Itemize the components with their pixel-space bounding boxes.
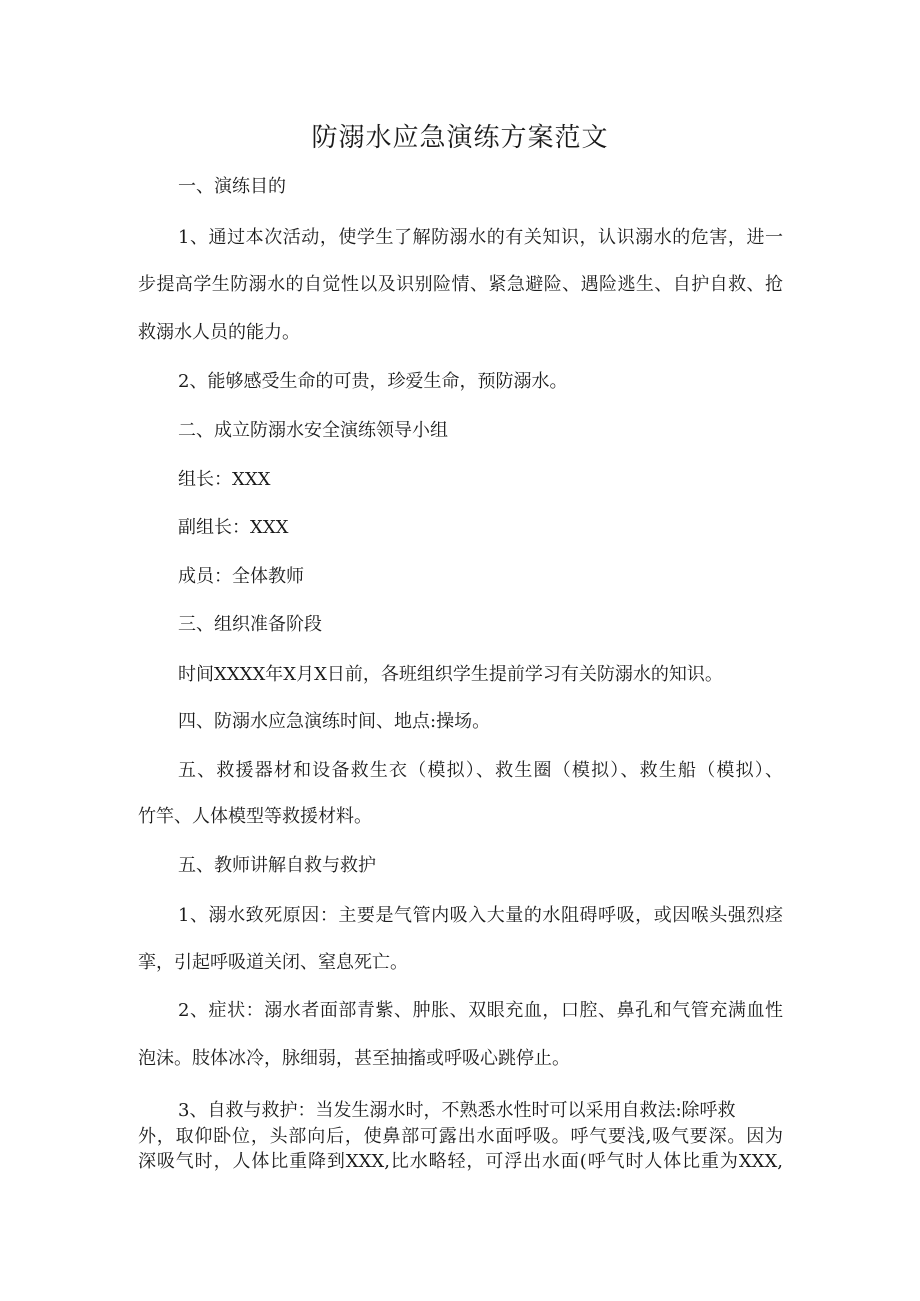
paragraph-line: 泡沫。肢体冰冷，脉细弱，甚至抽搐或呼吸心跳停止。 xyxy=(138,1048,570,1069)
paragraph-line: 时间XXXX年X月X日前，各班组织学生提前学习有关防溺水的知识。 xyxy=(178,664,723,685)
paragraph-line: 3、自救与救护：当发生溺水时，不熟悉水性时可以采用自救法:除呼救 xyxy=(178,1100,736,1121)
paragraph-line: 2、能够感受生命的可贵，珍爱生命，预防溺水。 xyxy=(178,371,568,392)
paragraph-line: 竹竿、人体模型等救援材料。 xyxy=(138,806,372,827)
paragraph-line: 1、溺水致死原因：主要是气管内吸入大量的水阻碍呼吸，或因喉头强烈痉 xyxy=(178,905,783,926)
section-heading-lecture: 五、教师讲解自救与救护 xyxy=(178,855,376,876)
paragraph-line: 外，取仰卧位，头部向后，使鼻部可露出水面呼吸。呼气要浅,吸气要深。因为 xyxy=(138,1126,783,1147)
paragraph-line: 2、症状：溺水者面部青紫、肿胀、双眼充血，口腔、鼻孔和气管充满血性 xyxy=(178,1000,783,1021)
section-heading-equipment: 五、救援器材和设备救生衣（模拟）、救生圈（模拟）、救生船（模拟）、 xyxy=(178,760,783,781)
document-title: 防溺水应急演练方案范文 xyxy=(311,123,609,153)
paragraph-line: 挛，引起呼吸道关闭、窒息死亡。 xyxy=(138,952,408,973)
section-heading-purpose: 一、演练目的 xyxy=(178,176,286,197)
paragraph-line: 组长：XXX xyxy=(178,469,271,490)
paragraph-line: 1、通过本次活动，使学生了解防溺水的有关知识，认识溺水的危害，进一 xyxy=(178,227,783,248)
paragraph-line: 步提高学生防溺水的自觉性以及识别险情、紧急避险、遇险逃生、自护自救、抢 xyxy=(138,274,783,295)
section-heading-time-place: 四、防溺水应急演练时间、地点:操场。 xyxy=(178,711,491,732)
section-heading-preparation: 三、组织准备阶段 xyxy=(178,614,322,635)
paragraph-line: 副组长：XXX xyxy=(178,517,289,538)
paragraph-line: 深吸气时，人体比重降到XXX,比水略轻，可浮出水面(呼气时人体比重为XXX, xyxy=(138,1151,783,1172)
paragraph-line: 救溺水人员的能力。 xyxy=(138,322,300,343)
paragraph-line: 成员：全体教师 xyxy=(178,566,304,587)
section-heading-leadership: 二、成立防溺水安全演练领导小组 xyxy=(178,420,448,441)
